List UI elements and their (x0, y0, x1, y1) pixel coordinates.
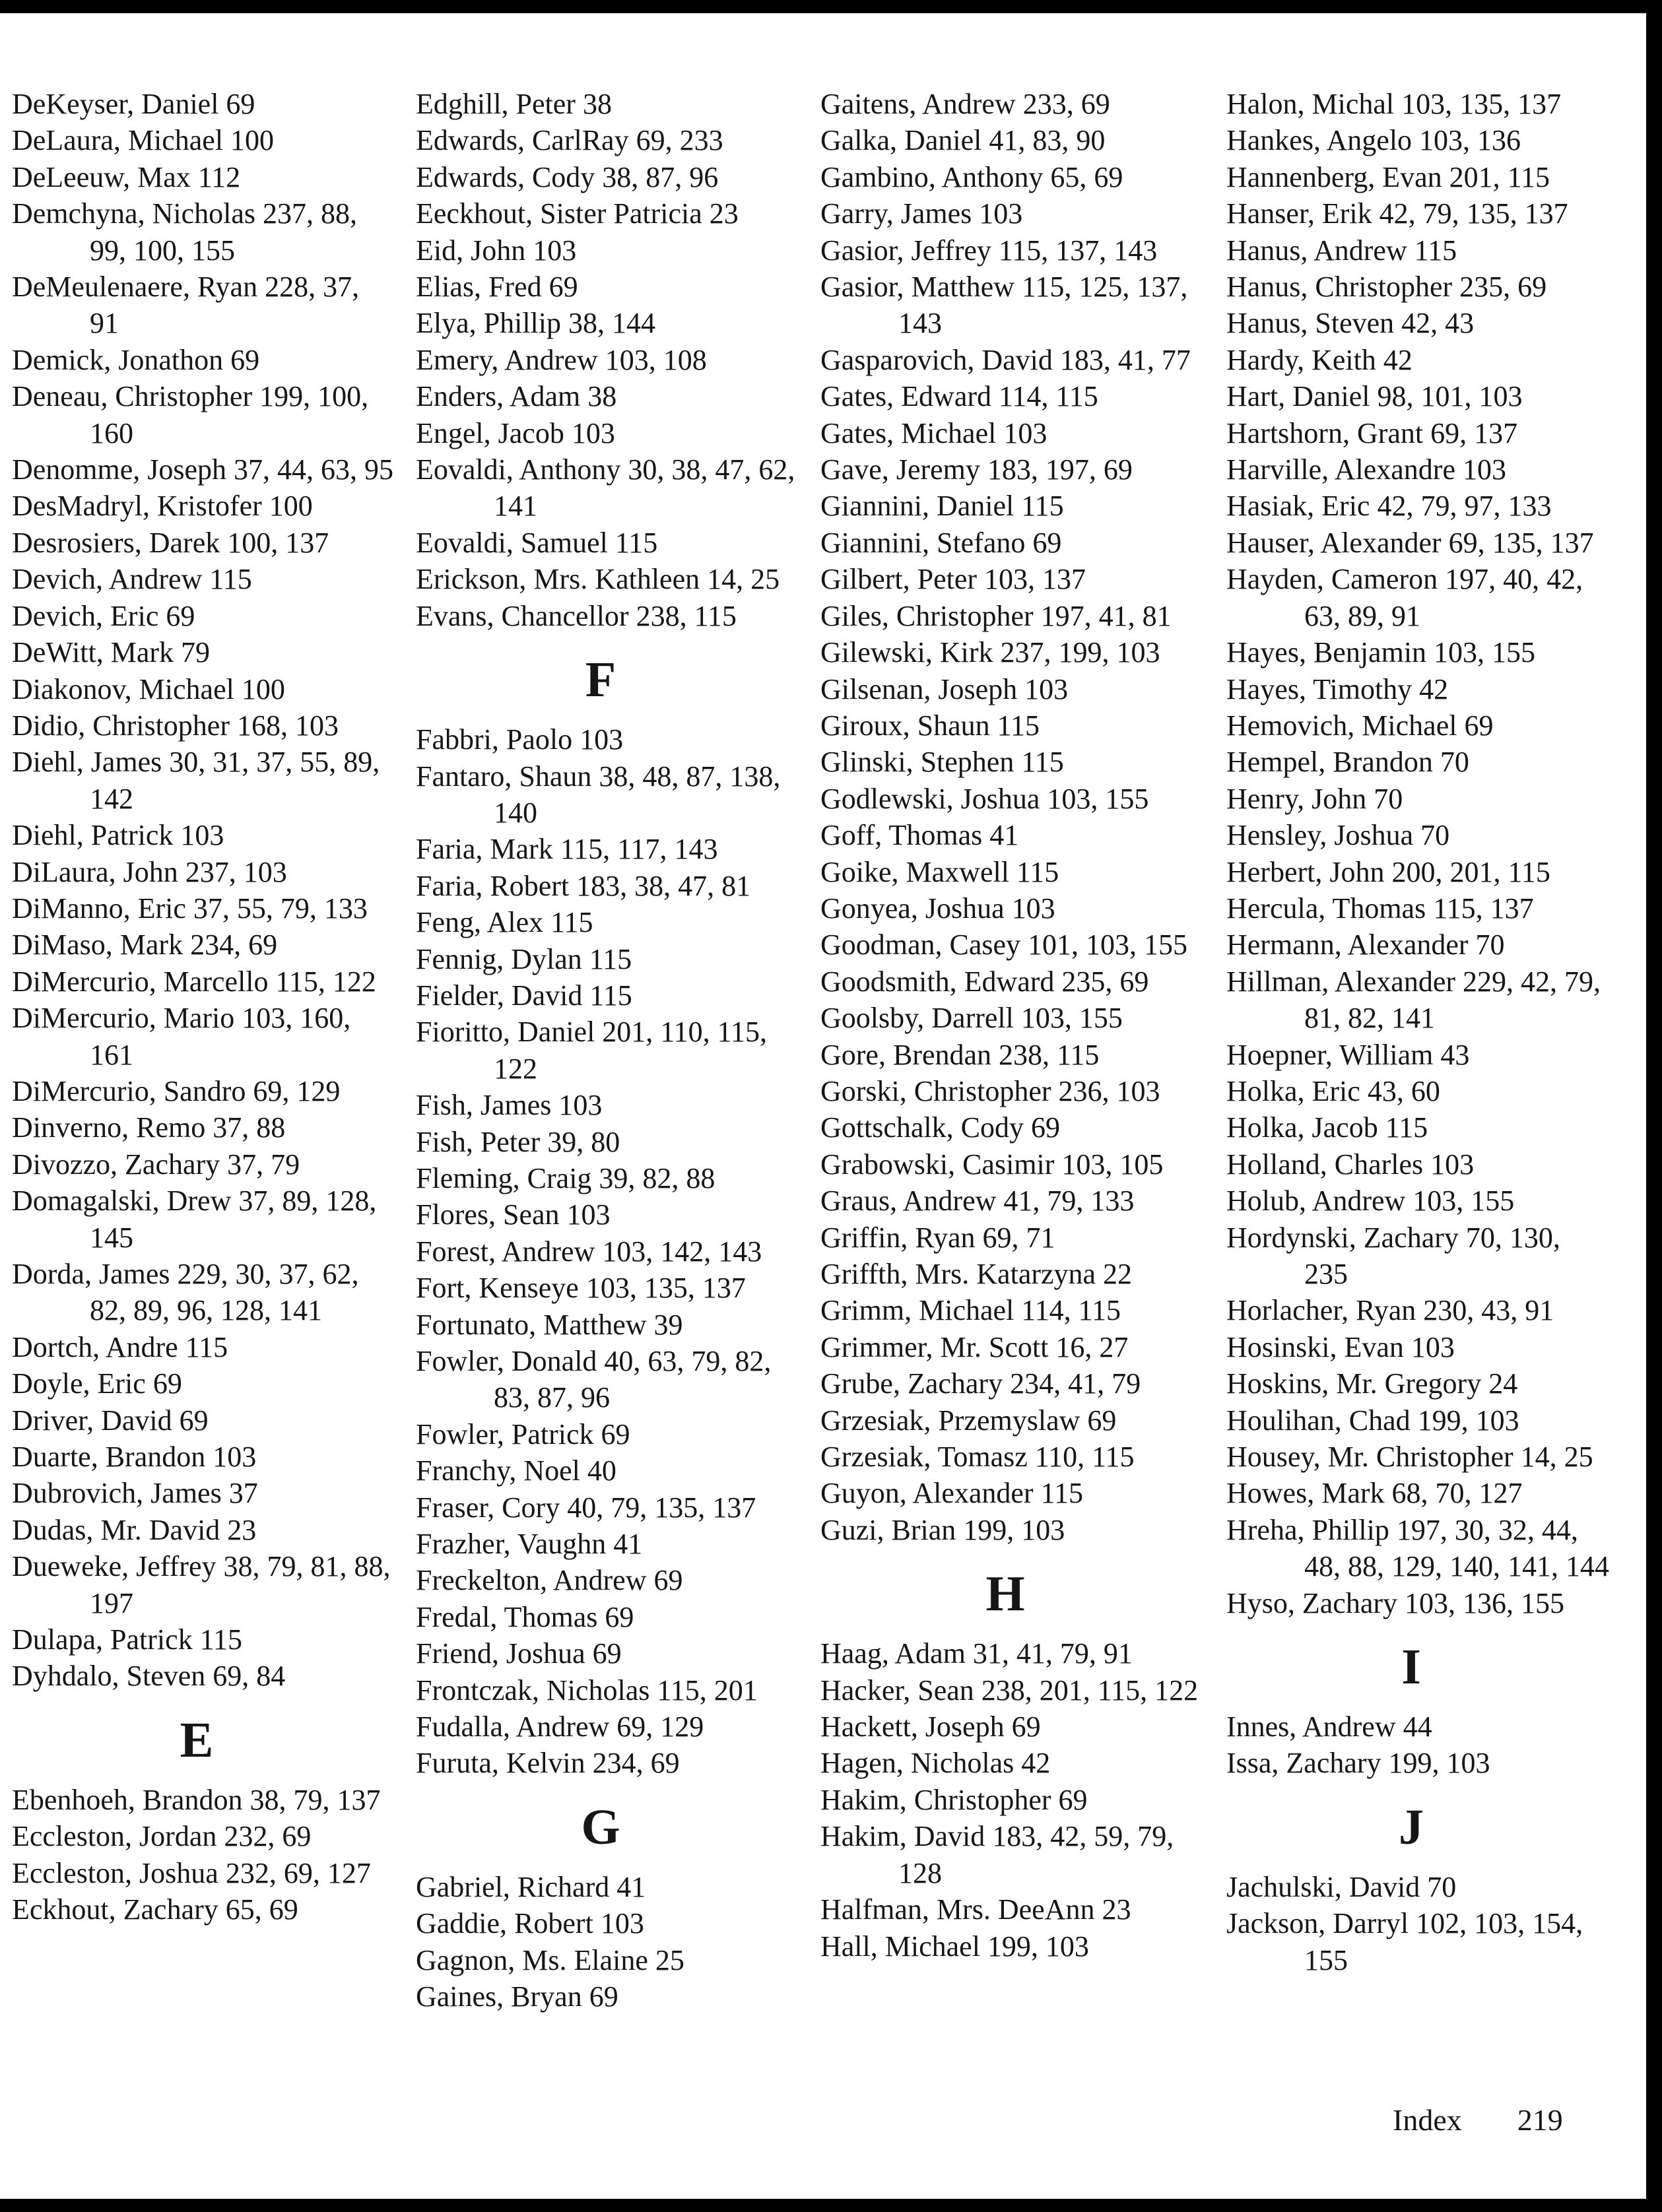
index-entry: Hemovich, Michael 69 (1226, 709, 1494, 742)
index-entry: Didio, Christopher 168, 103 (12, 709, 339, 742)
index-entry: Fish, James 103 (416, 1089, 603, 1122)
section-letter-heading: I (1401, 1639, 1421, 1695)
index-entry: Hoskins, Mr. Gregory 24 (1226, 1367, 1518, 1400)
index-entry: Gore, Brendan 238, 115 (820, 1038, 1100, 1071)
index-entry: Forest, Andrew 103, 142, 143 (416, 1235, 762, 1268)
index-entry: Eckhout, Zachary 65, 69 (12, 1893, 298, 1926)
index-entry: Graus, Andrew 41, 79, 133 (820, 1185, 1135, 1218)
index-entry: Halon, Michal 103, 135, 137 (1226, 88, 1562, 120)
index-column-3 (820, 86, 1203, 1965)
index-entry: DiMercurio, Mario 103, 160, 161 (12, 1002, 351, 1071)
index-entry: Houlihan, Chad 199, 103 (1226, 1404, 1519, 1437)
index-column-2 (416, 86, 799, 2015)
section-letter-heading: F (585, 652, 616, 708)
index-entry: Fredal, Thomas 69 (416, 1600, 634, 1633)
index-entry: Gonyea, Joshua 103 (820, 892, 1055, 925)
index-entry: Guzi, Brian 199, 103 (820, 1513, 1065, 1546)
index-entry: Hackett, Joseph 69 (820, 1710, 1041, 1743)
index-entry: Fort, Kenseye 103, 135, 137 (416, 1272, 746, 1305)
index-entry: Holka, Jacob 115 (1226, 1111, 1428, 1144)
index-entry: Hosinski, Evan 103 (1226, 1330, 1455, 1363)
index-entry: Feng, Alex 115 (416, 906, 593, 939)
index-entry: Grabowski, Casimir 103, 105 (820, 1148, 1164, 1181)
index-page (0, 13, 1646, 2199)
index-entry: Gottschalk, Cody 69 (820, 1111, 1060, 1144)
index-entry: Diehl, Patrick 103 (12, 819, 224, 852)
index-entry: Elya, Phillip 38, 144 (416, 307, 655, 340)
index-entry: Hauser, Alexander 69, 135, 137 (1226, 526, 1594, 559)
index-entry: Gasparovich, David 183, 41, 77 (820, 343, 1191, 376)
index-entry: Innes, Andrew 44 (1226, 1710, 1432, 1743)
index-entry: Duarte, Brandon 103 (12, 1441, 257, 1474)
index-entry: Hermann, Alexander 70 (1226, 928, 1505, 961)
index-entry: Dorda, James 229, 30, 37, 62, 82, 89, 96, 128, 141 (12, 1258, 359, 1327)
index-entry: Grube, Zachary 234, 41, 79 (820, 1367, 1141, 1400)
index-entry: Haag, Adam 31, 41, 79, 91 (820, 1637, 1133, 1670)
index-entry: Horlacher, Ryan 230, 43, 91 (1226, 1294, 1554, 1327)
index-entry: Friend, Joshua 69 (416, 1637, 622, 1670)
index-entry: Dueweke, Jeffrey 38, 79, 81, 88, 197 (12, 1550, 391, 1619)
index-entry: DiMercurio, Marcello 115, 122 (12, 965, 376, 998)
index-entry: Holka, Eric 43, 60 (1226, 1074, 1440, 1107)
index-entry: Giroux, Shaun 115 (820, 709, 1040, 742)
index-entry: Doyle, Eric 69 (12, 1367, 182, 1400)
index-entry: Goike, Maxwell 115 (820, 855, 1059, 888)
index-entry: Erickson, Mrs. Kathleen 14, 25 (416, 563, 780, 596)
index-entry: Housey, Mr. Christopher 14, 25 (1226, 1441, 1593, 1474)
index-entry: Fudalla, Andrew 69, 129 (416, 1710, 704, 1743)
index-entry: Jachulski, David 70 (1226, 1870, 1457, 1903)
index-entry: Hakim, David 183, 42, 59, 79, 128 (820, 1820, 1174, 1889)
index-entry: Holub, Andrew 103, 155 (1226, 1185, 1515, 1218)
index-entry: Hall, Michael 199, 103 (820, 1930, 1089, 1963)
index-entry: Hanus, Christopher 235, 69 (1226, 271, 1547, 304)
index-entry: Dudas, Mr. David 23 (12, 1513, 257, 1546)
index-entry: Giannini, Stefano 69 (820, 526, 1062, 559)
index-entry: Demchyna, Nicholas 237, 88, 99, 100, 155 (12, 197, 357, 267)
index-entry: Gaitens, Andrew 233, 69 (820, 88, 1110, 120)
index-entry: Grzesiak, Przemyslaw 69 (820, 1404, 1117, 1437)
index-entry: Griffin, Ryan 69, 71 (820, 1221, 1055, 1254)
index-entry: Hannenberg, Evan 201, 115 (1226, 160, 1550, 193)
index-entry: Engel, Jacob 103 (416, 416, 615, 449)
index-entry: Gilsenan, Joseph 103 (820, 672, 1069, 705)
index-entry: DiLaura, John 237, 103 (12, 855, 287, 888)
index-entry: Giles, Christopher 197, 41, 81 (820, 599, 1172, 632)
index-entry: Gasior, Jeffrey 115, 137, 143 (820, 234, 1158, 267)
index-entry: Issa, Zachary 199, 103 (1226, 1747, 1490, 1780)
index-entry: Hanser, Erik 42, 79, 135, 137 (1226, 197, 1568, 230)
index-entry: Eovaldi, Samuel 115 (416, 526, 658, 559)
index-entry: Eccleston, Joshua 232, 69, 127 (12, 1856, 371, 1889)
index-entry: Devich, Andrew 115 (12, 563, 252, 596)
index-entry: Frontczak, Nicholas 115, 201 (416, 1674, 758, 1707)
index-column-1 (12, 86, 395, 1928)
index-entry: DeLeeuw, Max 112 (12, 160, 241, 193)
index-entry: Dyhdalo, Steven 69, 84 (12, 1660, 286, 1693)
index-entry: Eccleston, Jordan 232, 69 (12, 1820, 312, 1853)
index-entry: DeMeulenaere, Ryan 228, 37, 91 (12, 271, 360, 340)
index-entry: Hayes, Timothy 42 (1226, 672, 1449, 705)
index-entry: Jackson, Darryl 102, 103, 154, 155 (1226, 1907, 1583, 1976)
index-entry: Guyon, Alexander 115 (820, 1477, 1083, 1510)
index-entry: Fielder, David 115 (416, 979, 632, 1012)
index-entry: Fennig, Dylan 115 (416, 942, 632, 975)
index-entry: Elias, Fred 69 (416, 271, 578, 304)
index-entry: Evans, Chancellor 238, 115 (416, 599, 737, 632)
index-entry: Grimmer, Mr. Scott 16, 27 (820, 1330, 1129, 1363)
index-entry: Enders, Adam 38 (416, 380, 617, 413)
index-entry: Hoepner, William 43 (1226, 1038, 1470, 1071)
index-entry: Emery, Andrew 103, 108 (416, 343, 707, 376)
index-entry: Herbert, John 200, 201, 115 (1226, 855, 1550, 888)
index-entry: DeLaura, Michael 100 (12, 124, 275, 157)
index-entry: Edghill, Peter 38 (416, 88, 612, 120)
page-number: 219 (1517, 2103, 1563, 2137)
index-entry: Diehl, James 30, 31, 37, 55, 89, 142 (12, 746, 380, 815)
index-entry: DiMaso, Mark 234, 69 (12, 928, 278, 961)
index-entry: Gasior, Matthew 115, 125, 137, 143 (820, 271, 1188, 340)
index-entry: Divozzo, Zachary 37, 79 (12, 1148, 300, 1181)
index-entry: Gambino, Anthony 65, 69 (820, 160, 1123, 193)
footer-section-label: Index (1393, 2103, 1462, 2137)
index-entry: Edwards, Cody 38, 87, 96 (416, 160, 719, 193)
index-entry: Griffth, Mrs. Katarzyna 22 (820, 1258, 1133, 1290)
index-entry: Hanus, Steven 42, 43 (1226, 307, 1475, 340)
index-entry: Faria, Mark 115, 117, 143 (416, 833, 718, 866)
index-entry: Gabriel, Richard 41 (416, 1870, 646, 1903)
index-entry: Domagalski, Drew 37, 89, 128, 145 (12, 1185, 377, 1254)
index-entry: Ebenhoeh, Brandon 38, 79, 137 (12, 1783, 381, 1816)
index-entry: Holland, Charles 103 (1226, 1148, 1475, 1181)
index-entry: Freckelton, Andrew 69 (416, 1564, 683, 1597)
index-entry: Howes, Mark 68, 70, 127 (1226, 1477, 1523, 1510)
index-entry: DiMercurio, Sandro 69, 129 (12, 1074, 341, 1107)
index-entry: Godlewski, Joshua 103, 155 (820, 782, 1149, 815)
index-entry: Hayes, Benjamin 103, 155 (1226, 636, 1536, 669)
index-entry: Hardy, Keith 42 (1226, 343, 1413, 376)
index-entry: Glinski, Stephen 115 (820, 746, 1064, 779)
index-entry: Henry, John 70 (1226, 782, 1403, 815)
index-entry: Fish, Peter 39, 80 (416, 1125, 620, 1158)
index-entry: Hakim, Christopher 69 (820, 1783, 1088, 1816)
index-entry: Gates, Edward 114, 115 (820, 380, 1098, 413)
index-entry: Hordynski, Zachary 70, 130, 235 (1226, 1221, 1560, 1290)
section-letter-heading: J (1399, 1799, 1424, 1855)
index-entry: Gaines, Bryan 69 (416, 1980, 618, 2013)
index-entry: Fowler, Donald 40, 63, 79, 82, 83, 87, 96 (416, 1345, 772, 1414)
index-entry: Fantaro, Shaun 38, 48, 87, 138, 140 (416, 760, 781, 829)
index-entry: Halfman, Mrs. DeeAnn 23 (820, 1893, 1131, 1926)
index-entry: Hyso, Zachary 103, 136, 155 (1226, 1586, 1565, 1619)
index-entry: Desrosiers, Darek 100, 137 (12, 526, 329, 559)
index-entry: Fraser, Cory 40, 79, 135, 137 (416, 1491, 756, 1524)
index-entry: Eid, John 103 (416, 234, 577, 267)
index-entry: Dulapa, Patrick 115 (12, 1623, 243, 1656)
index-entry: Goff, Thomas 41 (820, 819, 1019, 852)
index-entry: Gilbert, Peter 103, 137 (820, 563, 1086, 596)
index-entry: DeKeyser, Daniel 69 (12, 88, 255, 120)
index-column-4 (1226, 86, 1609, 1978)
index-entry: DiManno, Eric 37, 55, 79, 133 (12, 892, 368, 925)
index-entry: Fabbri, Paolo 103 (416, 723, 624, 756)
index-entry: Demick, Jonathon 69 (12, 343, 260, 376)
index-entry: Dortch, Andre 115 (12, 1330, 228, 1363)
index-entry: Hreha, Phillip 197, 30, 32, 44, 48, 88, 129, 140, 141, 144 (1226, 1513, 1609, 1583)
index-entry: Gates, Michael 103 (820, 416, 1047, 449)
index-entry: Gilewski, Kirk 237, 199, 103 (820, 636, 1160, 669)
index-entry: Galka, Daniel 41, 83, 90 (820, 124, 1106, 157)
section-letter-heading: G (581, 1799, 620, 1855)
index-entry: Hillman, Alexander 229, 42, 79, 81, 82, 141 (1226, 965, 1601, 1035)
index-entry: Hayden, Cameron 197, 40, 42, 63, 89, 91 (1226, 563, 1583, 632)
index-entry: Hercula, Thomas 115, 137 (1226, 892, 1534, 925)
index-entry: Eovaldi, Anthony 30, 38, 47, 62, 141 (416, 453, 795, 523)
index-entry: Fleming, Craig 39, 82, 88 (416, 1161, 715, 1194)
index-entry: Hartshorn, Grant 69, 137 (1226, 416, 1518, 449)
index-entry: Giannini, Daniel 115 (820, 490, 1064, 523)
index-entry: Flores, Sean 103 (416, 1198, 611, 1231)
index-entry: Gagnon, Ms. Elaine 25 (416, 1943, 684, 1976)
index-entry: Harville, Alexandre 103 (1226, 453, 1506, 486)
index-entry: Furuta, Kelvin 234, 69 (416, 1747, 680, 1780)
index-entry: Gorski, Christopher 236, 103 (820, 1074, 1160, 1107)
index-entry: Grimm, Michael 114, 115 (820, 1294, 1121, 1327)
index-entry: Fortunato, Matthew 39 (416, 1308, 683, 1341)
index-entry: Hensley, Joshua 70 (1226, 819, 1450, 852)
index-entry: Fioritto, Daniel 201, 110, 115, 122 (416, 1016, 768, 1085)
index-entry: Deneau, Christopher 199, 100, 160 (12, 380, 369, 449)
index-entry: Dinverno, Remo 37, 88 (12, 1111, 286, 1144)
index-entry: Garry, James 103 (820, 197, 1023, 230)
index-entry: Hart, Daniel 98, 101, 103 (1226, 380, 1523, 413)
index-entry: Frazher, Vaughn 41 (416, 1528, 643, 1561)
index-entry: Hasiak, Eric 42, 79, 97, 133 (1226, 490, 1552, 523)
index-entry: Faria, Robert 183, 38, 47, 81 (416, 869, 751, 902)
index-entry: Eeckhout, Sister Patricia 23 (416, 197, 739, 230)
index-entry: Dubrovich, James 37 (12, 1477, 258, 1510)
index-entry: Hanus, Andrew 115 (1226, 234, 1457, 267)
index-entry: Goodsmith, Edward 235, 69 (820, 965, 1149, 998)
index-entry: Fowler, Patrick 69 (416, 1417, 630, 1450)
index-entry: Franchy, Noel 40 (416, 1454, 616, 1487)
index-entry: Edwards, CarlRay 69, 233 (416, 124, 723, 157)
index-entry: Diakonov, Michael 100 (12, 672, 285, 705)
index-entry: Gave, Jeremy 183, 197, 69 (820, 453, 1133, 486)
index-entry: Goodman, Casey 101, 103, 155 (820, 928, 1188, 961)
index-entry: Driver, David 69 (12, 1404, 209, 1437)
index-entry: Hankes, Angelo 103, 136 (1226, 124, 1521, 157)
index-entry: Denomme, Joseph 37, 44, 63, 95 (12, 453, 394, 486)
index-entry: Grzesiak, Tomasz 110, 115 (820, 1441, 1135, 1474)
index-entry: Gaddie, Robert 103 (416, 1907, 644, 1940)
section-letter-heading: H (985, 1566, 1025, 1622)
index-entry: Goolsby, Darrell 103, 155 (820, 1002, 1123, 1035)
index-entry: Devich, Eric 69 (12, 599, 195, 632)
section-letter-heading: E (180, 1712, 214, 1768)
index-entry: DeWitt, Mark 79 (12, 636, 211, 669)
index-entry: Hacker, Sean 238, 201, 115, 122 (820, 1674, 1199, 1707)
index-entry: Hagen, Nicholas 42 (820, 1747, 1051, 1780)
index-entry: DesMadryl, Kristofer 100 (12, 490, 313, 523)
page-footer (1393, 2102, 1563, 2137)
index-entry: Hempel, Brandon 70 (1226, 746, 1469, 779)
